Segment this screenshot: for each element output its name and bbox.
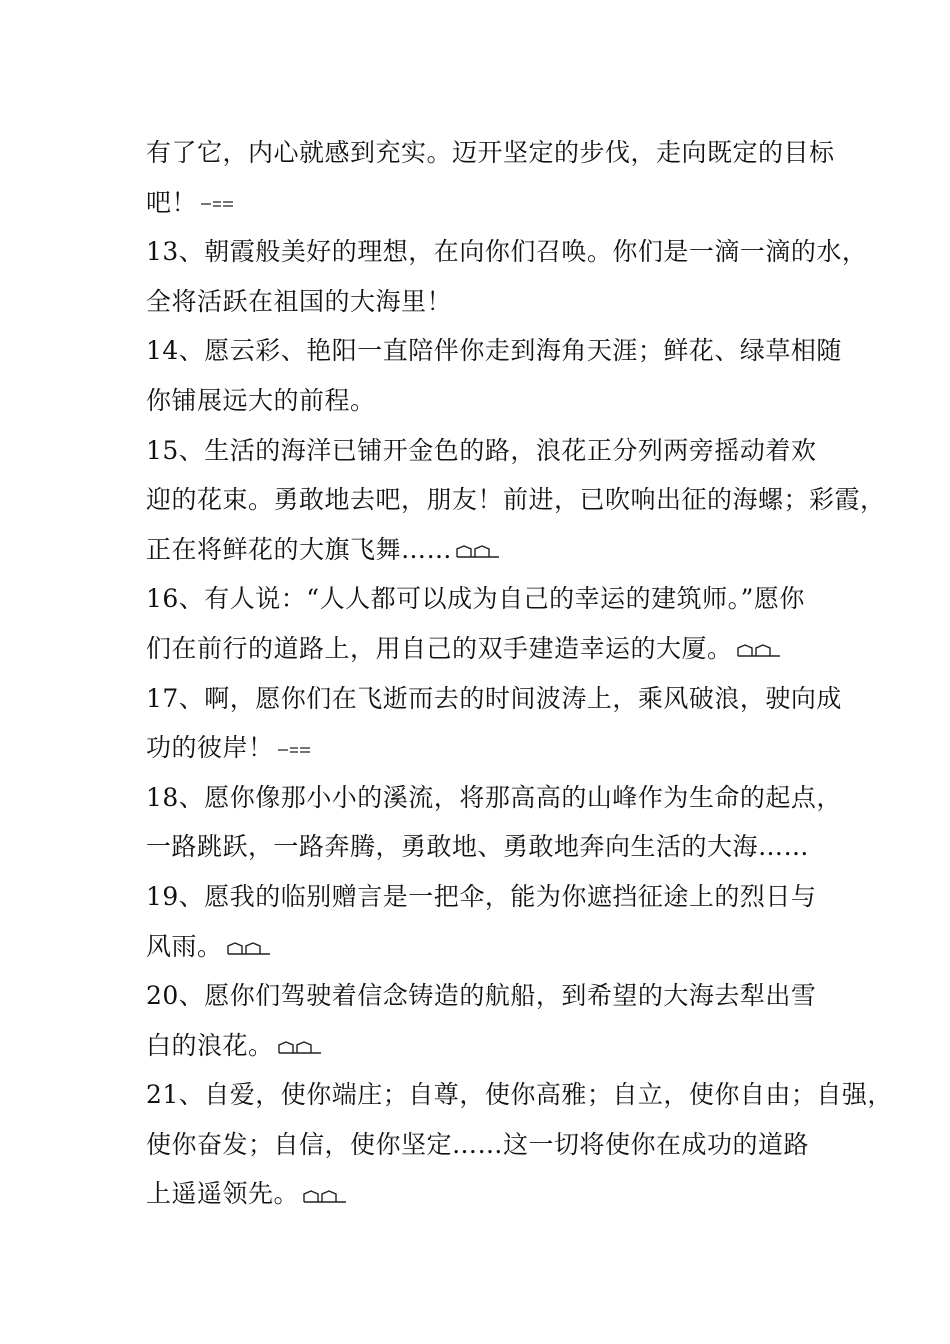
text-line-1: [146, 128, 836, 178]
text-line-9: [146, 525, 836, 575]
text-line-6: [146, 376, 836, 426]
line-text: 20、愿你们驾驶着信念铸造的航船，到希望的大海去犁出雪: [146, 981, 817, 1011]
line-text: 13、朝霞般美好的理想，在向你们召唤。你们是一滴一滴的水，: [146, 237, 868, 267]
line-text: 全将活跃在祖国的大海里！: [146, 286, 453, 316]
line-text: 你铺展远大的前程。: [146, 385, 376, 415]
decorative-mark-icon: [302, 1188, 348, 1204]
text-line-13: [146, 723, 836, 773]
line-text: 吧！: [146, 187, 198, 217]
decorative-mark-icon: [277, 1039, 323, 1055]
line-text: 19、愿我的临别赠言是一把伞，能为你遮挡征途上的烈日与: [146, 881, 817, 911]
decorative-mark-icon: [736, 642, 782, 658]
text-line-3: [146, 227, 868, 277]
text-line-7: [146, 426, 836, 476]
line-text: 17、啊，愿你们在飞逝而去的时间波涛上，乘风破浪，驶向成: [146, 683, 842, 713]
line-text: 有了它，内心就感到充实。迈开坚定的步伐，走向既定的目标: [146, 138, 835, 167]
text-line-8: [146, 475, 886, 525]
text-line-22: [146, 1169, 836, 1219]
line-text: 正在将鲜花的大旗飞舞……: [146, 534, 453, 564]
text-line-18: [146, 971, 836, 1021]
line-text: 们在前行的道路上，用自己的双手建造幸运的大厦。: [146, 633, 733, 663]
text-line-11: [146, 624, 836, 674]
line-text: 18、愿你像那小小的溪流，将那高高的山峰作为生命的起点，: [146, 782, 842, 812]
text-line-19: [146, 1021, 836, 1071]
text-line-21: [146, 1120, 836, 1170]
text-line-12: [146, 674, 842, 724]
line-text: 白的浪花。: [146, 1030, 274, 1060]
decorative-mark-icon: [277, 743, 311, 757]
line-text: 功的彼岸！: [146, 733, 274, 763]
text-line-14: [146, 773, 842, 823]
text-line-5: [146, 326, 842, 376]
line-text: 16、有人说：“人人都可以成为自己的幸运的建筑师。”愿你: [146, 584, 805, 614]
line-text: 使你奋发；自信，使你坚定……这一切将使你在成功的道路: [146, 1129, 810, 1159]
text-line-17: [146, 922, 836, 972]
line-text: 21、自爱，使你端庄；自尊，使你高雅；自立，使你自由；自强，: [146, 1080, 893, 1110]
document-body: [146, 128, 893, 1219]
decorative-mark-icon: [200, 197, 234, 211]
line-text: 上遥遥领先。: [146, 1179, 300, 1209]
line-text: 一路跳跃，一路奔腾，勇敢地、勇敢地奔向生活的大海……: [146, 832, 810, 862]
decorative-mark-icon: [455, 543, 501, 559]
text-line-20: [146, 1070, 893, 1120]
line-text: 15、生活的海洋已铺开金色的路，浪花正分列两旁摇动着欢: [146, 435, 817, 465]
line-text: 迎的花束。勇敢地去吧，朋友！前进，已吹响出征的海螺；彩霞，: [146, 485, 886, 515]
text-line-16: [146, 872, 836, 922]
text-line-4: [146, 277, 836, 327]
text-line-2: [146, 178, 836, 228]
text-line-10: [146, 574, 836, 624]
line-text: 14、愿云彩、艳阳一直陪伴你走到海角天涯；鲜花、绿草相随: [146, 336, 842, 366]
decorative-mark-icon: [226, 940, 272, 956]
line-text: 风雨。: [146, 931, 223, 961]
text-line-15: [146, 822, 836, 872]
